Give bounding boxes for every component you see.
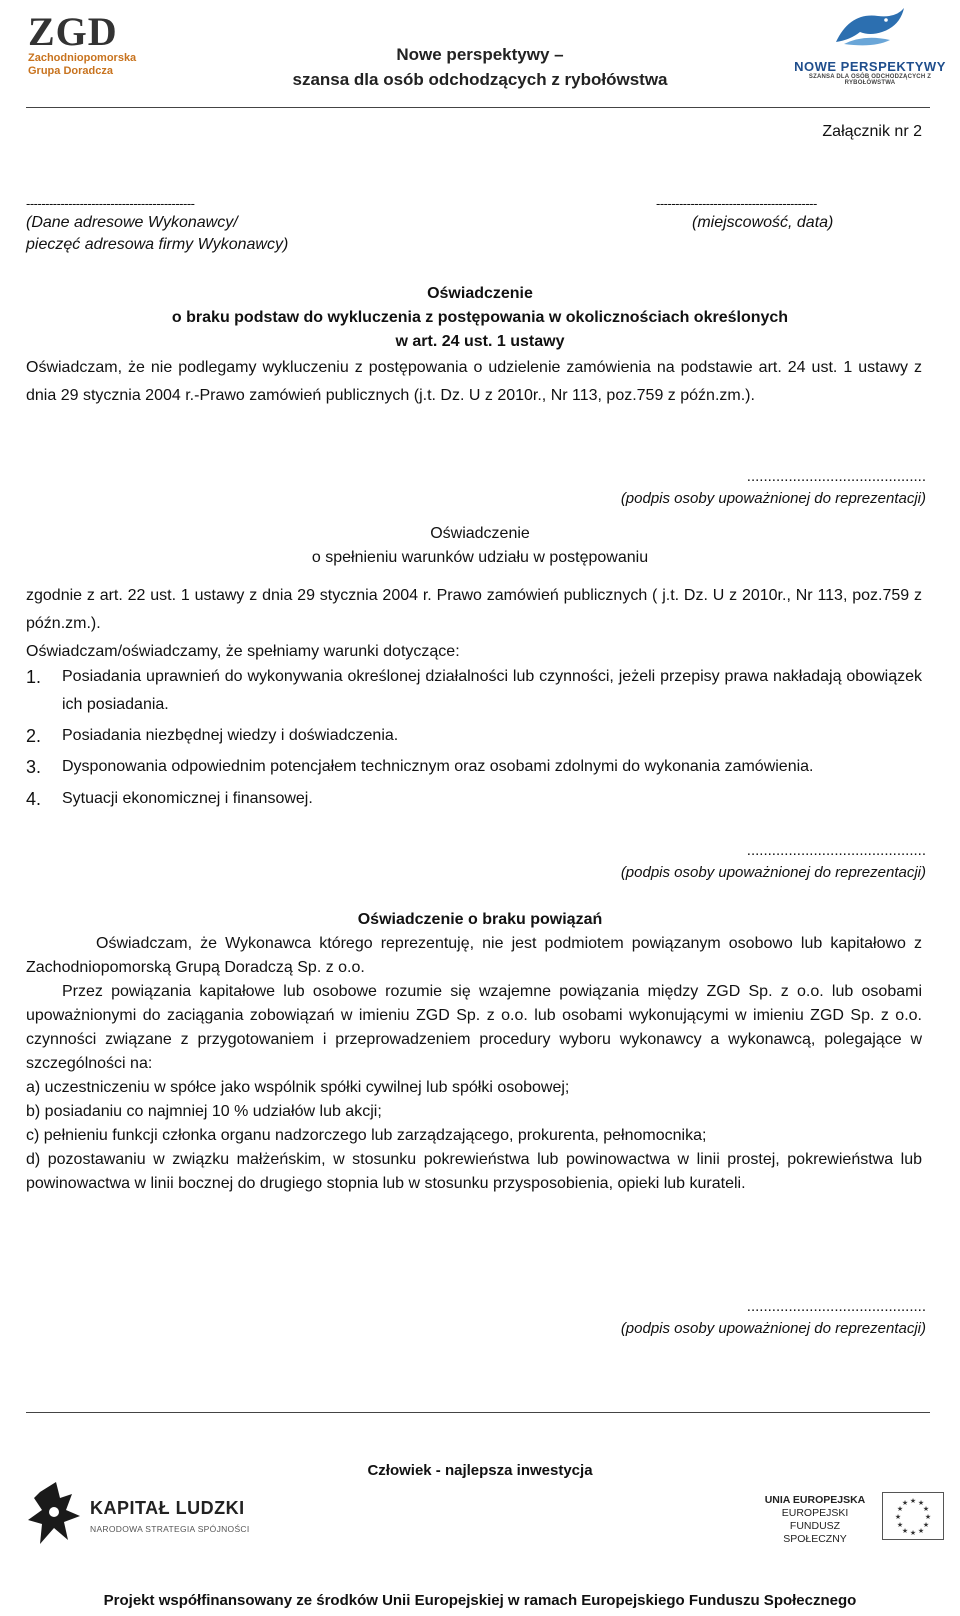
kapital-ludzki-name: KAPITAŁ LUDZKI [90,1498,245,1518]
condition-text: Sytuacji ekonomicznej i finansowej. [62,790,313,807]
header-divider [26,107,930,108]
section1-title: Oświadczenie [427,285,533,302]
svg-text:★: ★ [922,1505,930,1513]
section3-title: Oświadczenie o braku powiązań [357,911,603,928]
kapital-ludzki-sub: NARODOWA STRATEGIA SPÓJNOŚCI [90,1524,250,1534]
nowe-perspektywy-logo [790,6,950,86]
relation-item-d: d) pozostawaniu w związku małżeńskim, w stosunku pokrewieństwa lub powinowactwa w linii prostej, pokrewieństwa lub powinowactwa w linii bocznej do drugiego stopnia lub w stosunku przysposobienia, opieki lub kurateli. [26,1151,922,1192]
contractor-address-line2: pieczęć adresowa firmy Wykonawcy) [26,236,289,253]
eu-line2: EUROPEJSKI [781,1507,849,1519]
eu-text [760,1494,870,1546]
eu-line3: FUNDUSZ SPOŁECZNY [783,1520,847,1545]
section2-body: zgodnie z art. 22 ust. 1 ustawy z dnia 29 stycznia 2004 r. Prawo zamówień publicznych ( j.t. Dz. U z 2010r., Nr 113, poz.759 z późn.zm.). [26,587,922,632]
svg-text:★: ★ [924,1513,932,1521]
svg-text:★: ★ [894,1513,902,1521]
zgd-logo-mark: ZGD [28,9,118,54]
section1-signature-dots: ........................................... [746,468,926,485]
section3-para1: Oświadczam, że Wykonawca którego reprezentuję, nie jest podmiotem powiązanym osobowo lub kapitałowo z Zachodniopomorską Grupą Doradczą Sp. z o.o. [26,935,922,976]
section3-signature [566,1296,926,1340]
section1-signature [566,466,926,510]
svg-text:★: ★ [909,1497,917,1505]
section1-body: Oświadczam, że nie podlegamy wykluczeniu z postępowania o udzielenie zamówienia na podstawie art. 24 ust. 1 ustawy z dnia 29 stycznia 2004 r.-Prawo zamówień publicznych (j.t. Dz. U z 2010r., Nr 113, poz.759 z późn.zm.). [26,359,922,404]
section1-signature-label: (podpis osoby upoważnionej do reprezentacji) [620,490,926,507]
eu-logo [760,1490,956,1554]
section1-subtitle1: o braku podstaw do wykluczenia z postępowania w okolicznościach określonych [171,309,789,326]
section2-signature [566,840,926,884]
eu-line1: UNIA EUROPEJSKA [764,1494,866,1506]
zgd-logo [28,9,143,78]
condition-text: Posiadania niezbędnej wiedzy i doświadczenia. [62,727,399,744]
condition-text: Posiadania uprawnień do wykonywania określonej działalności lub czynności, jeżeli przepisy prawa nakładają obowiązek ich posiadania. [62,668,922,713]
section2-intro: Oświadczam/oświadczamy, że spełniamy warunki dotyczące: [26,643,460,660]
place-date-label: (miejscowość, data) [692,214,834,231]
section2-signature-label: (podpis osoby upoważnionej do reprezentacji) [620,864,926,881]
footer-cofinance-note: Projekt współfinansowany ze środków Unii Europejskiej w ramach Europejskiego Funduszu Społecznego [103,1592,857,1609]
eu-flag-icon [882,1492,944,1540]
svg-text:★: ★ [901,1527,909,1535]
svg-text:★: ★ [896,1521,904,1529]
svg-text:★: ★ [896,1505,904,1513]
kapital-ludzki-figure-icon [26,1480,82,1548]
footer-slogan: Człowiek - najlepsza inwestycja [367,1462,593,1479]
date-dash-line: ------------------------------------------ [656,196,817,211]
section1-subtitle2: w art. 24 ust. 1 ustawy [395,333,565,350]
kapital-ludzki-logo [26,1480,256,1548]
svg-text:★: ★ [917,1499,925,1507]
section3-list [26,1076,922,1196]
svg-text:★: ★ [901,1499,909,1507]
section3-para2: Przez powiązania kapitałowe lub osobowe rozumie się wzajemne powiązania między ZGD Sp. z o.o. lub osobami upoważnionymi do zaciągania zobowiązań w imieniu ZGD Sp. z o.o. lub osobami wykonującymi w imieniu ZGD Sp. z o.o. czynności związane z przygotowaniem i przeprowadzeniem procedury wyboru wykonawcy a wykonawcą, polegające w szczególności na: [26,983,922,1072]
section3-signature-label: (podpis osoby upoważnionej do reprezentacji) [620,1320,926,1337]
zgd-logo-line2: Grupa Doradcza [28,65,113,77]
relation-item-c: c) pełnieniu funkcji członka organu nadzorczego lub zarządzającego, prokurenta, pełnomocnika; [26,1127,707,1144]
header-title-line1: Nowe perspektywy – [396,45,564,64]
relation-item-a: a) uczestniczeniu w spółce jako wspólnik spółki cywilnej lub spółki osobowej; [26,1079,570,1096]
header-title [250,42,710,92]
fish-icon [830,6,910,52]
address-dash-line: -------------------------------------------- [26,196,195,211]
section2-signature-dots: ........................................... [746,842,926,859]
section2-title: Oświadczenie [430,525,530,542]
contractor-address-label [26,212,288,256]
section2-subtitle: o spełnieniu warunków udziału w postępowaniu [311,549,649,566]
relation-item-b: b) posiadaniu co najmniej 10 % udziałów lub akcji; [26,1103,382,1120]
condition-number: 2. [26,726,42,746]
condition-number: 4. [26,789,42,809]
condition-number: 1. [26,667,42,687]
contractor-address-line1: (Dane adresowe Wykonawcy/ [26,214,238,231]
svg-text:★: ★ [909,1529,917,1537]
condition-number: 3. [26,757,42,777]
zgd-logo-line1: Zachodniopomorska [28,52,137,64]
np-logo-name: NOWE PERSPEKTYWY [794,59,946,74]
section3-signature-dots: ........................................... [746,1298,926,1315]
np-logo-tagline: SZANSA DLA OSÓB ODCHODZĄCYCH Z RYBOŁÓWSTWA [808,74,932,86]
footer-divider [26,1412,930,1413]
condition-text: Dysponowania odpowiednim potencjałem technicznym oraz osobami zdolnymi do wykonania zamówienia. [62,758,814,775]
svg-text:★: ★ [922,1521,930,1529]
svg-text:★: ★ [917,1527,925,1535]
header-title-line2: szansa dla osób odchodzących z rybołówstwa [292,70,668,89]
attachment-label: Załącznik nr 2 [822,123,922,140]
